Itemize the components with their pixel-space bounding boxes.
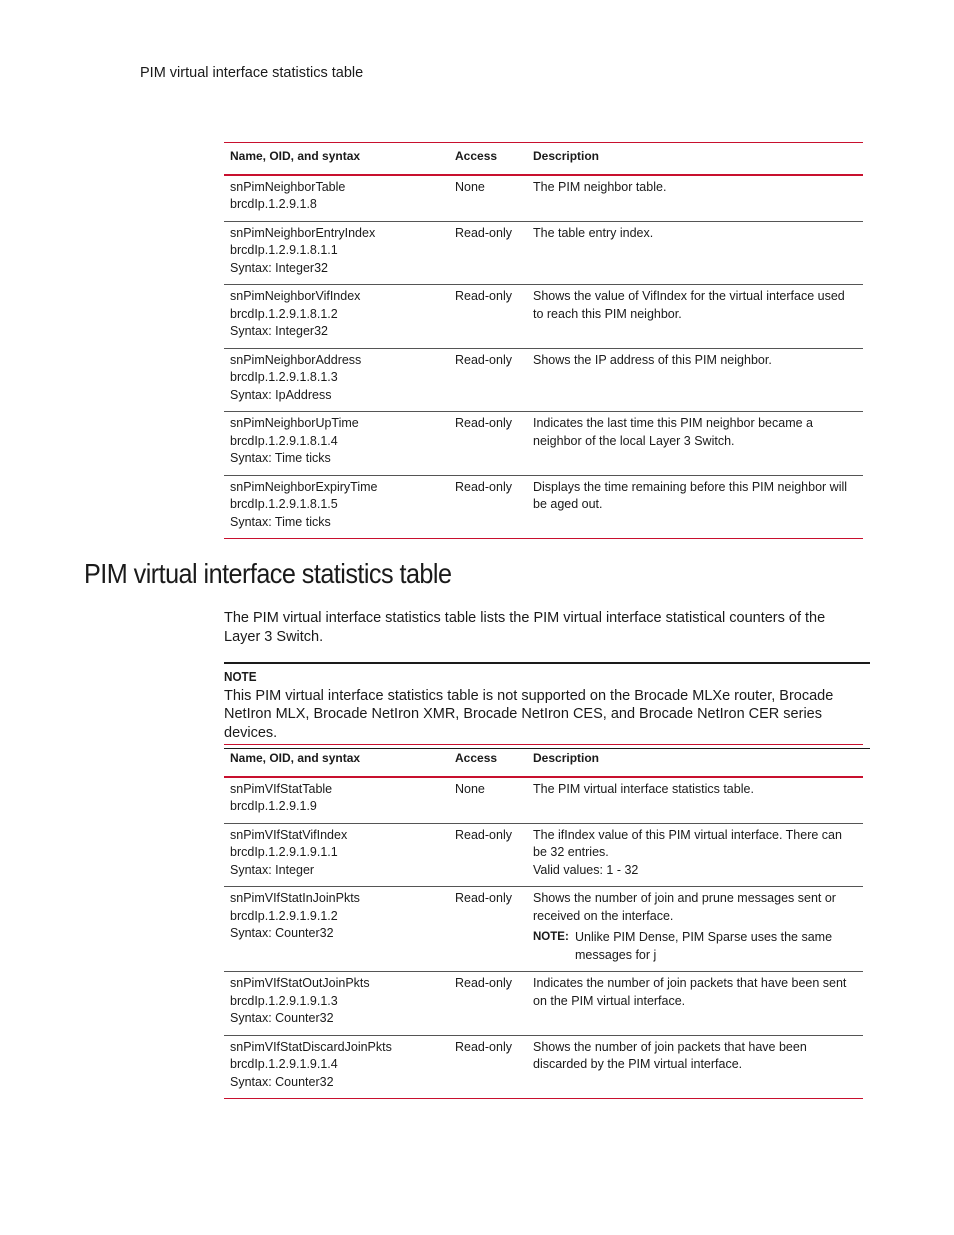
section-title: PIM virtual interface statistics table [84,558,452,589]
cell-name-oid-syntax [224,823,449,887]
object-syntax: Syntax: IpAddress [230,387,332,402]
cell-name-oid-syntax [224,777,449,824]
cell-access: None [449,175,527,222]
object-name: snPimVIfStatInJoinPkts [230,891,360,905]
column-header-description: Description [527,745,863,777]
mib-table-pim-neighbor [224,142,863,539]
object-name: snPimNeighborEntryIndex [230,225,376,240]
column-header-access: Access [449,745,527,777]
note-text: This PIM virtual interface statistics table is not supported on the Brocade MLXe router, Brocade NetIron MLX, Brocade NetIron XMR, Brocade NetIron CES, and Brocade NetIron CER series devices. [224,687,834,741]
table-header-row [224,143,863,175]
cell-name-oid-syntax [224,348,449,412]
object-oid: brcdIp.1.2.9.1.9.1.2 [230,908,338,923]
cell-access: Read-only [449,475,527,539]
cell-description [527,777,863,824]
cell-access: Read-only [449,887,527,972]
cell-description [527,221,863,285]
object-syntax: Syntax: Time ticks [230,451,331,465]
cell-access: Read-only [449,972,527,1036]
column-header-access: Access [449,143,527,175]
table-row [224,475,863,539]
description-text: Indicates the number of join packets that have been sent on the PIM virtual interface. [533,976,847,1008]
running-header: PIM virtual interface statistics table [140,65,364,81]
object-syntax: Syntax: Time ticks [230,514,331,529]
object-name: snPimNeighborUpTime [230,416,359,430]
cell-access: Read-only [449,412,527,476]
table-row [224,777,863,824]
cell-description [527,972,863,1036]
inline-note-label: NOTE: [533,931,569,943]
cell-name-oid-syntax [224,972,449,1036]
note-label: NOTE [224,669,257,684]
table-row [224,348,863,412]
cell-name-oid-syntax [224,221,449,285]
column-header-name: Name, OID, and syntax [224,745,449,777]
object-syntax: Syntax: Counter32 [230,926,334,940]
cell-description [527,175,863,222]
description-text: Shows the number of join and prune messages sent or received on the interface. [533,891,836,923]
table-row [224,887,863,972]
cell-name-oid-syntax [224,887,449,972]
cell-access: None [449,777,527,824]
cell-name-oid-syntax [224,175,449,222]
table-row [224,221,863,285]
cell-access: Read-only [449,348,527,412]
description-text: The PIM neighbor table. [533,179,667,194]
object-oid: brcdIp.1.2.9.1.8.1.1 [230,243,338,257]
object-oid: brcdIp.1.2.9.1.9.1.4 [230,1057,338,1071]
object-name: snPimNeighborVifIndex [230,289,361,303]
cell-name-oid-syntax [224,412,449,476]
table-row [224,175,863,222]
inline-note-text: Unlike PIM Dense, PIM Sparse uses the same messages for j [575,930,833,962]
description-text: The ifIndex value of this PIM virtual interface. There can be 32 entries. [533,827,842,859]
note-box [224,662,870,749]
cell-access: Read-only [449,1035,527,1099]
object-oid: brcdIp.1.2.9.1.9.1.3 [230,993,338,1008]
object-oid: brcdIp.1.2.9.1.9 [230,799,317,813]
object-syntax: Syntax: Integer32 [230,324,328,338]
inline-note [533,929,857,964]
description-text: Shows the number of join packets that have been discarded by the PIM virtual interface. [533,1039,807,1071]
column-header-name: Name, OID, and syntax [224,143,449,175]
object-name: snPimVIfStatDiscardJoinPkts [230,1039,392,1054]
table-header-row [224,745,863,777]
object-oid: brcdIp.1.2.9.1.9.1.1 [230,845,338,859]
section-intro: The PIM virtual interface statistics table lists the PIM virtual interface statistical counters of the Layer 3 Switch. [224,610,826,645]
cell-access: Read-only [449,285,527,349]
description-text: Indicates the last time this PIM neighbor became a neighbor of the local Layer 3 Switch. [533,416,814,448]
object-syntax: Syntax: Integer [230,862,315,877]
cell-description [527,887,863,972]
object-name: snPimNeighborAddress [230,352,362,367]
object-oid: brcdIp.1.2.9.1.8 [230,197,317,211]
description-valid-values: Valid values: 1 - 32 [533,862,639,877]
object-oid: brcdIp.1.2.9.1.8.1.3 [230,370,338,384]
cell-name-oid-syntax [224,475,449,539]
object-name: snPimVIfStatTable [230,781,333,796]
table-row [224,285,863,349]
object-syntax: Syntax: Integer32 [230,260,328,275]
cell-description [527,475,863,539]
description-text: The PIM virtual interface statistics table. [533,781,754,796]
object-name: snPimNeighborExpiryTime [230,479,378,494]
description-text: The table entry index. [533,225,654,240]
cell-name-oid-syntax [224,285,449,349]
table-row [224,1035,863,1099]
object-name: snPimVIfStatVifIndex [230,827,348,842]
table-row [224,412,863,476]
object-syntax: Syntax: Counter32 [230,1011,334,1025]
description-text: Shows the value of VifIndex for the virtual interface used to reach this PIM neighbor. [533,289,845,321]
cell-name-oid-syntax [224,1035,449,1099]
object-oid: brcdIp.1.2.9.1.8.1.4 [230,433,338,448]
description-text: Displays the time remaining before this PIM neighbor will be aged out. [533,479,848,511]
table-row [224,823,863,887]
cell-access: Read-only [449,221,527,285]
cell-description [527,823,863,887]
cell-description [527,412,863,476]
cell-description [527,1035,863,1099]
mib-table-pim-vif-stat [224,744,863,1099]
object-name: snPimNeighborTable [230,179,346,194]
cell-access: Read-only [449,823,527,887]
cell-description [527,348,863,412]
cell-description [527,285,863,349]
table-row [224,972,863,1036]
object-oid: brcdIp.1.2.9.1.8.1.5 [230,497,338,511]
column-header-description: Description [527,143,863,175]
object-oid: brcdIp.1.2.9.1.8.1.2 [230,306,338,321]
description-text: Shows the IP address of this PIM neighbor. [533,352,772,367]
object-name: snPimVIfStatOutJoinPkts [230,976,370,990]
object-syntax: Syntax: Counter32 [230,1074,334,1089]
